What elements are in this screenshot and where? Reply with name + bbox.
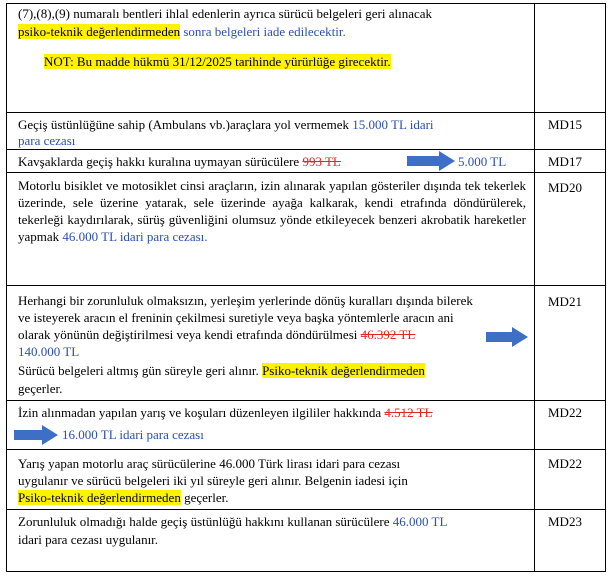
md17-code: MD17 — [548, 154, 582, 169]
psiko-teknik-highlight: psiko-teknik değerlendirmeden — [18, 24, 181, 39]
md15-code: MD15 — [548, 117, 582, 132]
arrow-right-icon — [486, 327, 528, 347]
row1-blue-text: sonra belgeleri iade edilecektir. — [180, 24, 346, 39]
md22b-code: MD22 — [548, 456, 582, 471]
md21-tail: geçerler. — [18, 381, 63, 396]
md20-body: Motorlu bisiklet ve motosiklet cinsi araçların, izin alınarak yapılan gösteriler dışında tek tekerlek üzerinde, sele üzerine yatarak, sele üzerinde ayağa kalkarak, kendi etrafında döndürülerek, tekerleği kaydırılarak, sürüş güvenliğini olumsuz yönde etkileyecek benzeri akrobatik hareketler yapmak — [18, 178, 526, 244]
md15-text: Geçiş üstünlüğüne sahip (Ambulans vb.)araçlara yol vermemek — [18, 117, 353, 132]
md23-line1 — [18, 514, 447, 530]
md21-old-fine: 46.392 TL — [360, 327, 416, 342]
md23-line2: idari para cezası uygulanır. — [18, 532, 159, 547]
md23-fine: 46.000 TL — [392, 514, 448, 529]
md20-code: MD20 — [548, 180, 582, 195]
md22a-text: İzin alınmadan yapılan yarış ve koşuları düzenleyen ilgililer hakkında — [18, 405, 385, 420]
code-cell-empty — [534, 3, 606, 113]
md22a-line1 — [18, 405, 433, 421]
psiko-teknik-highlight: Psiko-teknik değerlendirmeden — [18, 490, 181, 505]
md22b-line2: uygulanır ve sürücü belgeleri iki yıl süreyle geri alınır. Belgenin iadesi için — [18, 473, 408, 488]
md22b-tail: geçerler. — [180, 490, 229, 505]
md22a-old-fine: 4.512 TL — [384, 405, 433, 420]
row1-line2 — [18, 24, 346, 40]
md17-old-fine: 993 TL — [302, 154, 341, 169]
row1-line1: (7),(8),(9) numaralı bentleri ihlal edenlerin ayrıca sürücü belgeleri geri alınacak — [18, 6, 433, 21]
md21-extra — [18, 363, 425, 379]
md21-new-fine: 140.000 TL — [18, 344, 80, 359]
effective-date-note — [44, 54, 391, 70]
md15-line1 — [18, 117, 434, 133]
md22b-line3 — [18, 490, 228, 506]
md23-code: MD23 — [548, 514, 582, 529]
md22a-code: MD22 — [548, 405, 582, 420]
md15-line2: para cezası — [18, 133, 76, 148]
md21-line3-text: olarak yönünün değiştirilmesi veya kendi etrafında döndürülmesi — [18, 327, 361, 342]
md20-text — [18, 177, 526, 245]
md22a-new-fine: 16.000 TL idari para cezası — [62, 427, 204, 442]
md22b-line1: Yarış yapan motorlu araç sürücülerine 46.000 Türk lirası idari para cezası — [18, 456, 401, 471]
md20-fine: 46.000 TL idari para cezası. — [62, 229, 208, 244]
arrow-right-icon — [407, 151, 455, 171]
arrow-right-icon — [14, 425, 58, 445]
md23-text: Zorunluluk olmadığı halde geçiş üstünlüğü hakkını kullanan sürücülere — [18, 514, 393, 529]
md15-fine: 15.000 TL idari — [352, 117, 434, 132]
psiko-teknik-highlight: Psiko-teknik değerlendirmeden — [262, 363, 425, 378]
md21-line2: ve isteyerek aracın el freninin çekilmesi suretiyle veya başka yöntemlerle aracın ani — [18, 310, 454, 325]
note-highlight: NOT: Bu madde hükmü 31/12/2025 tarihinde yürürlüğe girecektir. — [44, 54, 391, 69]
md21-line1: Herhangi bir zorunluluk olmaksızın, yerleşim yerlerinde dönüş kuralları dışında bilerek — [18, 293, 473, 308]
md17-new-fine: 5.000 TL — [458, 154, 507, 169]
md17-text: Kavşaklarda geçiş hakkı kuralına uymayan sürücülere — [18, 154, 303, 169]
md21-code: MD21 — [548, 294, 582, 309]
md21-extra-text: Sürücü belgeleri altmış gün süreyle geri alınır. — [18, 363, 263, 378]
md21-line3 — [18, 327, 415, 343]
md17-line — [18, 154, 341, 170]
